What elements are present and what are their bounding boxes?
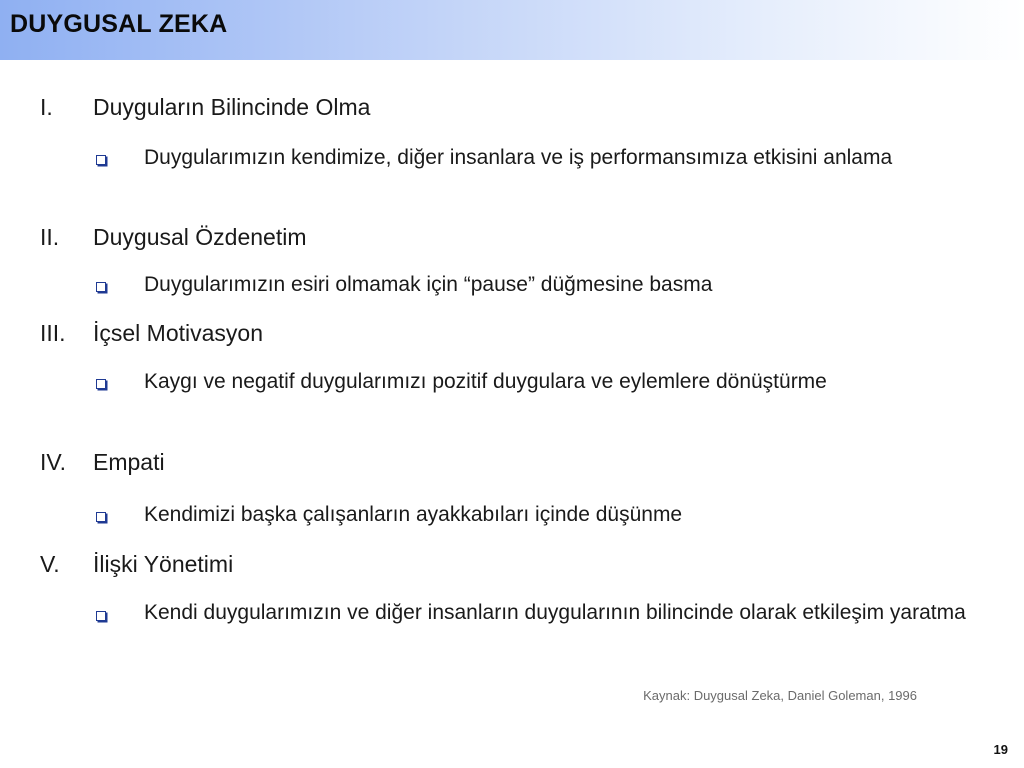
slide-title: DUYGUSAL ZEKA (10, 10, 228, 38)
item-numeral: IV. (40, 449, 67, 475)
item-bullet-text: Kaygı ve negatif duygularımızı pozitif duygulara ve eylemlere dönüştürme (144, 370, 827, 393)
item-numeral: V. (40, 551, 60, 577)
item-heading: İçsel Motivasyon (93, 320, 264, 346)
hollow-square-bullet-icon (96, 155, 106, 165)
hollow-square-bullet-icon (96, 282, 106, 292)
item-bullet-text: Duygularımızın esiri olmamak için “pause” düğmesine basma (144, 273, 713, 296)
item-numeral: I. (40, 94, 53, 120)
item-heading: İlişki Yönetimi (93, 551, 234, 577)
hollow-square-bullet-icon (96, 379, 106, 389)
hollow-square-bullet-icon (96, 512, 106, 522)
item-numeral: III. (40, 320, 66, 346)
source-citation: Kaynak: Duygusal Zeka, Daniel Goleman, 1996 (643, 688, 917, 703)
item-bullet-text: Kendi duygularımızın ve diğer insanların duygularının bilincinde olarak etkileşim yaratma (144, 601, 966, 624)
item-numeral: II. (40, 224, 60, 250)
item-heading: Duygusal Özdenetim (93, 224, 307, 250)
page-number: 19 (993, 742, 1008, 757)
item-bullet-text: Kendimizi başka çalışanların ayakkabıları içinde düşünme (144, 503, 683, 526)
item-bullet-text: Duygularımızın kendimize, diğer insanlara ve iş performansımıza etkisini anlama (144, 146, 893, 169)
item-heading: Empati (93, 449, 165, 475)
item-heading: Duyguların Bilincinde Olma (93, 94, 371, 120)
hollow-square-bullet-icon (96, 611, 106, 621)
